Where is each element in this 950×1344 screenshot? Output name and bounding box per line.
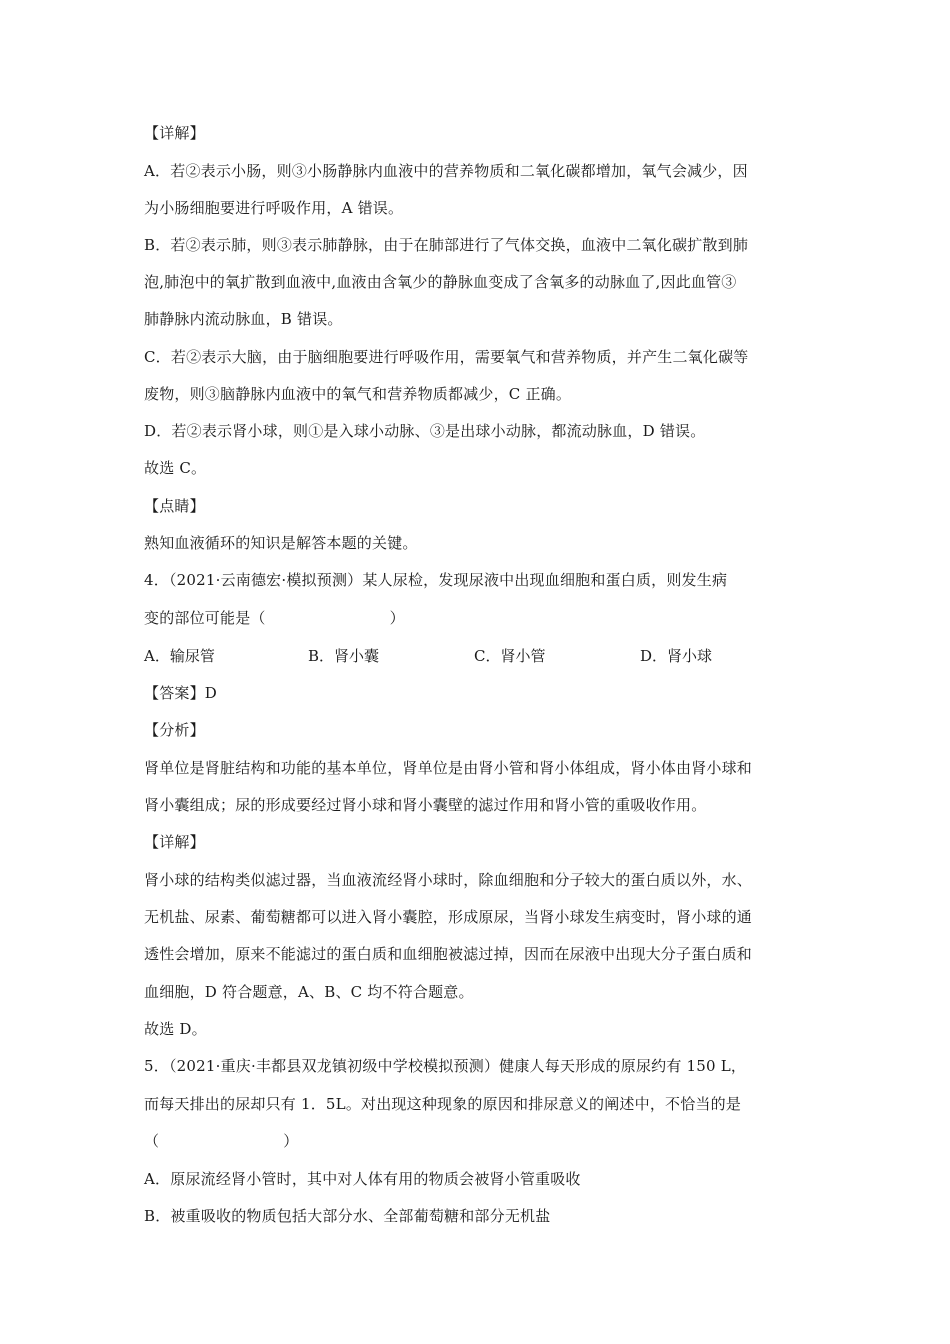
q3-point-text: 熟知血液循环的知识是解答本题的关键。 — [144, 534, 418, 552]
q4-option-c: C．肾小管 — [474, 647, 546, 665]
q5-option-a: A．原尿流经肾小管时，其中对人体有用的物质会被肾小管重吸收 — [144, 1170, 581, 1188]
q4-analysis-line: 肾小囊组成；尿的形成要经过肾小球和肾小囊壁的滤过作用和肾小管的重吸收作用。 — [144, 796, 707, 814]
q5-stem-line: 5．（2021·重庆·丰都县双龙镇初级中学校模拟预测）健康人每天形成的原尿约有 150 L， — [144, 1057, 747, 1075]
q3-detail-line: 废物，则③脑静脉内血液中的氧气和营养物质都减少，C 正确。 — [144, 385, 572, 403]
q4-stem-line: 4．（2021·云南德宏·模拟预测）某人尿检，发现尿液中出现血细胞和蛋白质，则发生病 — [144, 571, 728, 589]
q4-answer: 【答案】D — [144, 684, 218, 702]
q4-option-b: B．肾小囊 — [308, 647, 380, 665]
q5-stem-line — [144, 1131, 824, 1151]
q3-detail-line: B．若②表示肺，则③表示肺静脉，由于在肺部进行了气体交换，血液中二氧化碳扩散到肺 — [144, 236, 749, 254]
q3-detail-line: C．若②表示大脑，由于脑细胞要进行呼吸作用，需要氧气和营养物质，并产生二氧化碳等 — [144, 348, 749, 366]
q4-analysis-heading: 【分析】 — [144, 721, 205, 739]
q3-conclusion: 故选 C。 — [144, 459, 207, 477]
q4-analysis-line: 肾单位是肾脏结构和功能的基本单位，肾单位是由肾小管和肾小体组成，肾小体由肾小球和 — [144, 759, 753, 777]
q4-option-a: A．输尿管 — [144, 647, 215, 665]
q3-detail-line: D．若②表示肾小球，则①是入球小动脉、③是出球小动脉，都流动脉血，D 错误。 — [144, 422, 706, 440]
q5-stem-end: ） — [283, 1132, 299, 1150]
q4-detail-heading: 【详解】 — [144, 833, 205, 851]
q4-detail-line: 血细胞，D 符合题意，A、B、C 均不符合题意。 — [144, 983, 474, 1001]
q3-detail-line: 肺静脉内流动脉血，B 错误。 — [144, 310, 343, 328]
q4-conclusion: 故选 D。 — [144, 1020, 207, 1038]
q3-detail-line: A．若②表示小肠，则③小肠静脉内血液中的营养物质和二氧化碳都增加，氧气会减少，因 — [144, 162, 748, 180]
q4-detail-line: 透性会增加，原来不能滤过的蛋白质和血细胞被滤过掉，因而在尿液中出现大分子蛋白质和 — [144, 945, 753, 963]
q5-stem-start: （ — [144, 1132, 160, 1150]
q5-stem-line: 而每天排出的尿却只有 1．5L。对出现这种现象的原因和排尿意义的阐述中，不恰当的是 — [144, 1095, 742, 1113]
q4-stem-start: 变的部位可能是（ — [144, 609, 266, 627]
q4-detail-line: 肾小球的结构类似滤过器，当血液流经肾小球时，除血细胞和分子较大的蛋白质以外，水、 — [144, 871, 753, 889]
q4-detail-line: 无机盐、尿素、葡萄糖都可以进入肾小囊腔，形成原尿，当肾小球发生病变时，肾小球的通 — [144, 908, 753, 926]
q4-stem-end: ） — [389, 609, 405, 627]
q5-option-b: B．被重吸收的物质包括大部分水、全部葡萄糖和部分无机盐 — [144, 1207, 551, 1225]
q3-detail-heading: 【详解】 — [144, 124, 205, 142]
q3-detail-line: 泡,肺泡中的氧扩散到血液中,血液由含氧少的静脉血变成了含氧多的动脉血了,因此血管③ — [144, 273, 737, 291]
q4-option-d: D．肾小球 — [640, 647, 713, 665]
q3-detail-line: 为小肠细胞要进行呼吸作用，A 错误。 — [144, 199, 404, 217]
q4-stem-line — [144, 608, 824, 628]
q3-point-heading: 【点睛】 — [144, 497, 205, 515]
